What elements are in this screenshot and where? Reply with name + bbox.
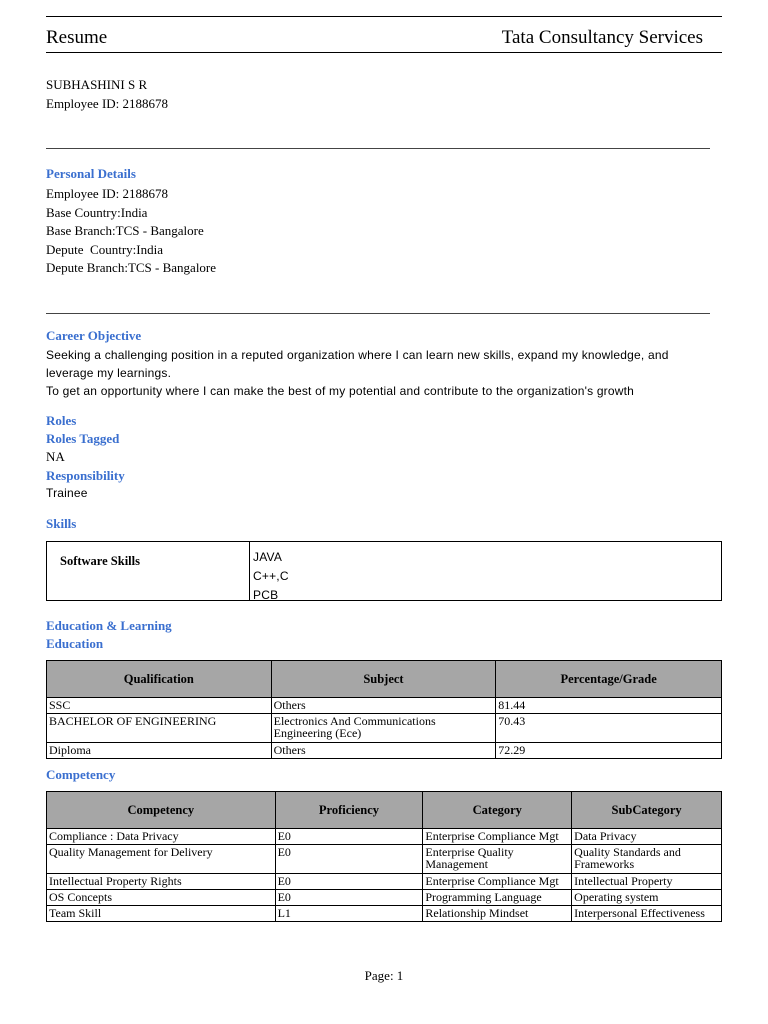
table-cell: Enterprise Compliance Mgt [423, 874, 572, 890]
section-divider [46, 148, 710, 149]
table-cell: E0 [275, 874, 423, 890]
personal-detail-line: Depute Branch:TCS - Bangalore [46, 260, 217, 275]
table-cell: Relationship Mindset [423, 906, 572, 922]
table-row [47, 698, 722, 714]
table-cell: BACHELOR OF ENGINEERING [47, 714, 272, 743]
employee-name: SUBHASHINI S R [46, 77, 148, 92]
table-cell: Team Skill [47, 906, 276, 922]
company-name: Tata Consultancy Services [501, 27, 703, 48]
table-cell: Electronics And Communications Engineering (Ece) [271, 714, 496, 743]
resume-title: Resume [46, 27, 108, 48]
personal-detail-line: Base Country:India [46, 204, 148, 220]
career-objective-heading: Career Objective [46, 328, 142, 343]
table-row [47, 714, 722, 743]
table-cell: Others [271, 743, 496, 759]
responsibility-value: Trainee [46, 486, 88, 500]
responsibility-heading: Responsibility [46, 468, 125, 483]
table-cell: E0 [275, 890, 423, 906]
competency-heading: Competency [46, 767, 116, 782]
table-cell: Operating system [572, 890, 722, 906]
roles-tagged-value: NA [46, 449, 65, 464]
header-bottom-rule [46, 52, 722, 53]
section-divider [46, 313, 710, 314]
table-cell: L1 [275, 906, 423, 922]
table-cell: E0 [275, 829, 423, 845]
table-cell: 81.44 [496, 698, 722, 714]
skills-table [46, 541, 722, 601]
column-header: Percentage/Grade [496, 661, 722, 698]
education-learning-heading: Education & Learning [46, 618, 172, 633]
table-cell: 70.43 [496, 714, 722, 743]
roles-heading: Roles [46, 413, 77, 428]
table-cell: Programming Language [423, 890, 572, 906]
column-header: SubCategory [572, 792, 722, 829]
column-header: Category [423, 792, 572, 829]
table-cell: Intellectual Property Rights [47, 874, 276, 890]
table-cell: Data Privacy [572, 829, 722, 845]
skills-list [253, 548, 289, 605]
employee-id: Employee ID: 2188678 [46, 96, 169, 111]
table-cell: Diploma [47, 743, 272, 759]
table-cell: Enterprise Compliance Mgt [423, 829, 572, 845]
column-header: Qualification [47, 661, 272, 698]
career-objective-line: leverage my learnings. [46, 366, 172, 380]
roles-tagged-heading: Roles Tagged [46, 431, 120, 446]
table-cell: OS Concepts [47, 890, 276, 906]
education-header-row [47, 661, 722, 698]
table-row [47, 743, 722, 759]
table-cell: Intellectual Property [572, 874, 722, 890]
personal-detail-line: Depute Country:India [46, 241, 163, 257]
personal-detail-line: Employee ID: 2188678 [46, 186, 169, 201]
career-objective-line: Seeking a challenging position in a reputed organization where I can learn new skills, expand my knowledge, and [46, 348, 669, 362]
table-row [47, 829, 722, 845]
table-cell: Interpersonal Effectiveness [572, 906, 722, 922]
table-cell: E0 [275, 845, 423, 874]
table-cell: Enterprise Quality Management [423, 845, 572, 874]
competency-header-row [47, 792, 722, 829]
skills-label-cell [47, 542, 250, 600]
table-cell: Others [271, 698, 496, 714]
education-table [46, 660, 722, 759]
education-heading: Education [46, 636, 104, 651]
table-row [47, 874, 722, 890]
column-header: Subject [271, 661, 496, 698]
column-header: Proficiency [275, 792, 423, 829]
competency-table [46, 791, 722, 922]
table-row [47, 845, 722, 874]
skill-item: C++,C [253, 569, 289, 583]
skill-item: PCB [253, 588, 279, 602]
column-header: Competency [47, 792, 276, 829]
table-row [47, 890, 722, 906]
table-cell: Quality Management for Delivery [47, 845, 276, 874]
personal-detail-line: Base Branch:TCS - Bangalore [46, 223, 204, 238]
table-cell: SSC [47, 698, 272, 714]
personal-details-list [46, 185, 216, 278]
header-top-rule [46, 16, 722, 17]
table-cell: Compliance : Data Privacy [47, 829, 276, 845]
skill-item: JAVA [253, 550, 283, 564]
table-cell: Quality Standards and Frameworks [572, 845, 722, 874]
table-row [47, 906, 722, 922]
skills-heading: Skills [46, 516, 77, 531]
page-number: Page: 1 [364, 968, 404, 983]
skills-label: Software Skills [60, 554, 140, 568]
career-objective-line: To get an opportunity where I can make the best of my potential and contribute to the organization's growth [46, 384, 635, 398]
personal-details-heading: Personal Details [46, 166, 136, 181]
table-cell: 72.29 [496, 743, 722, 759]
career-objective-text [46, 346, 722, 400]
